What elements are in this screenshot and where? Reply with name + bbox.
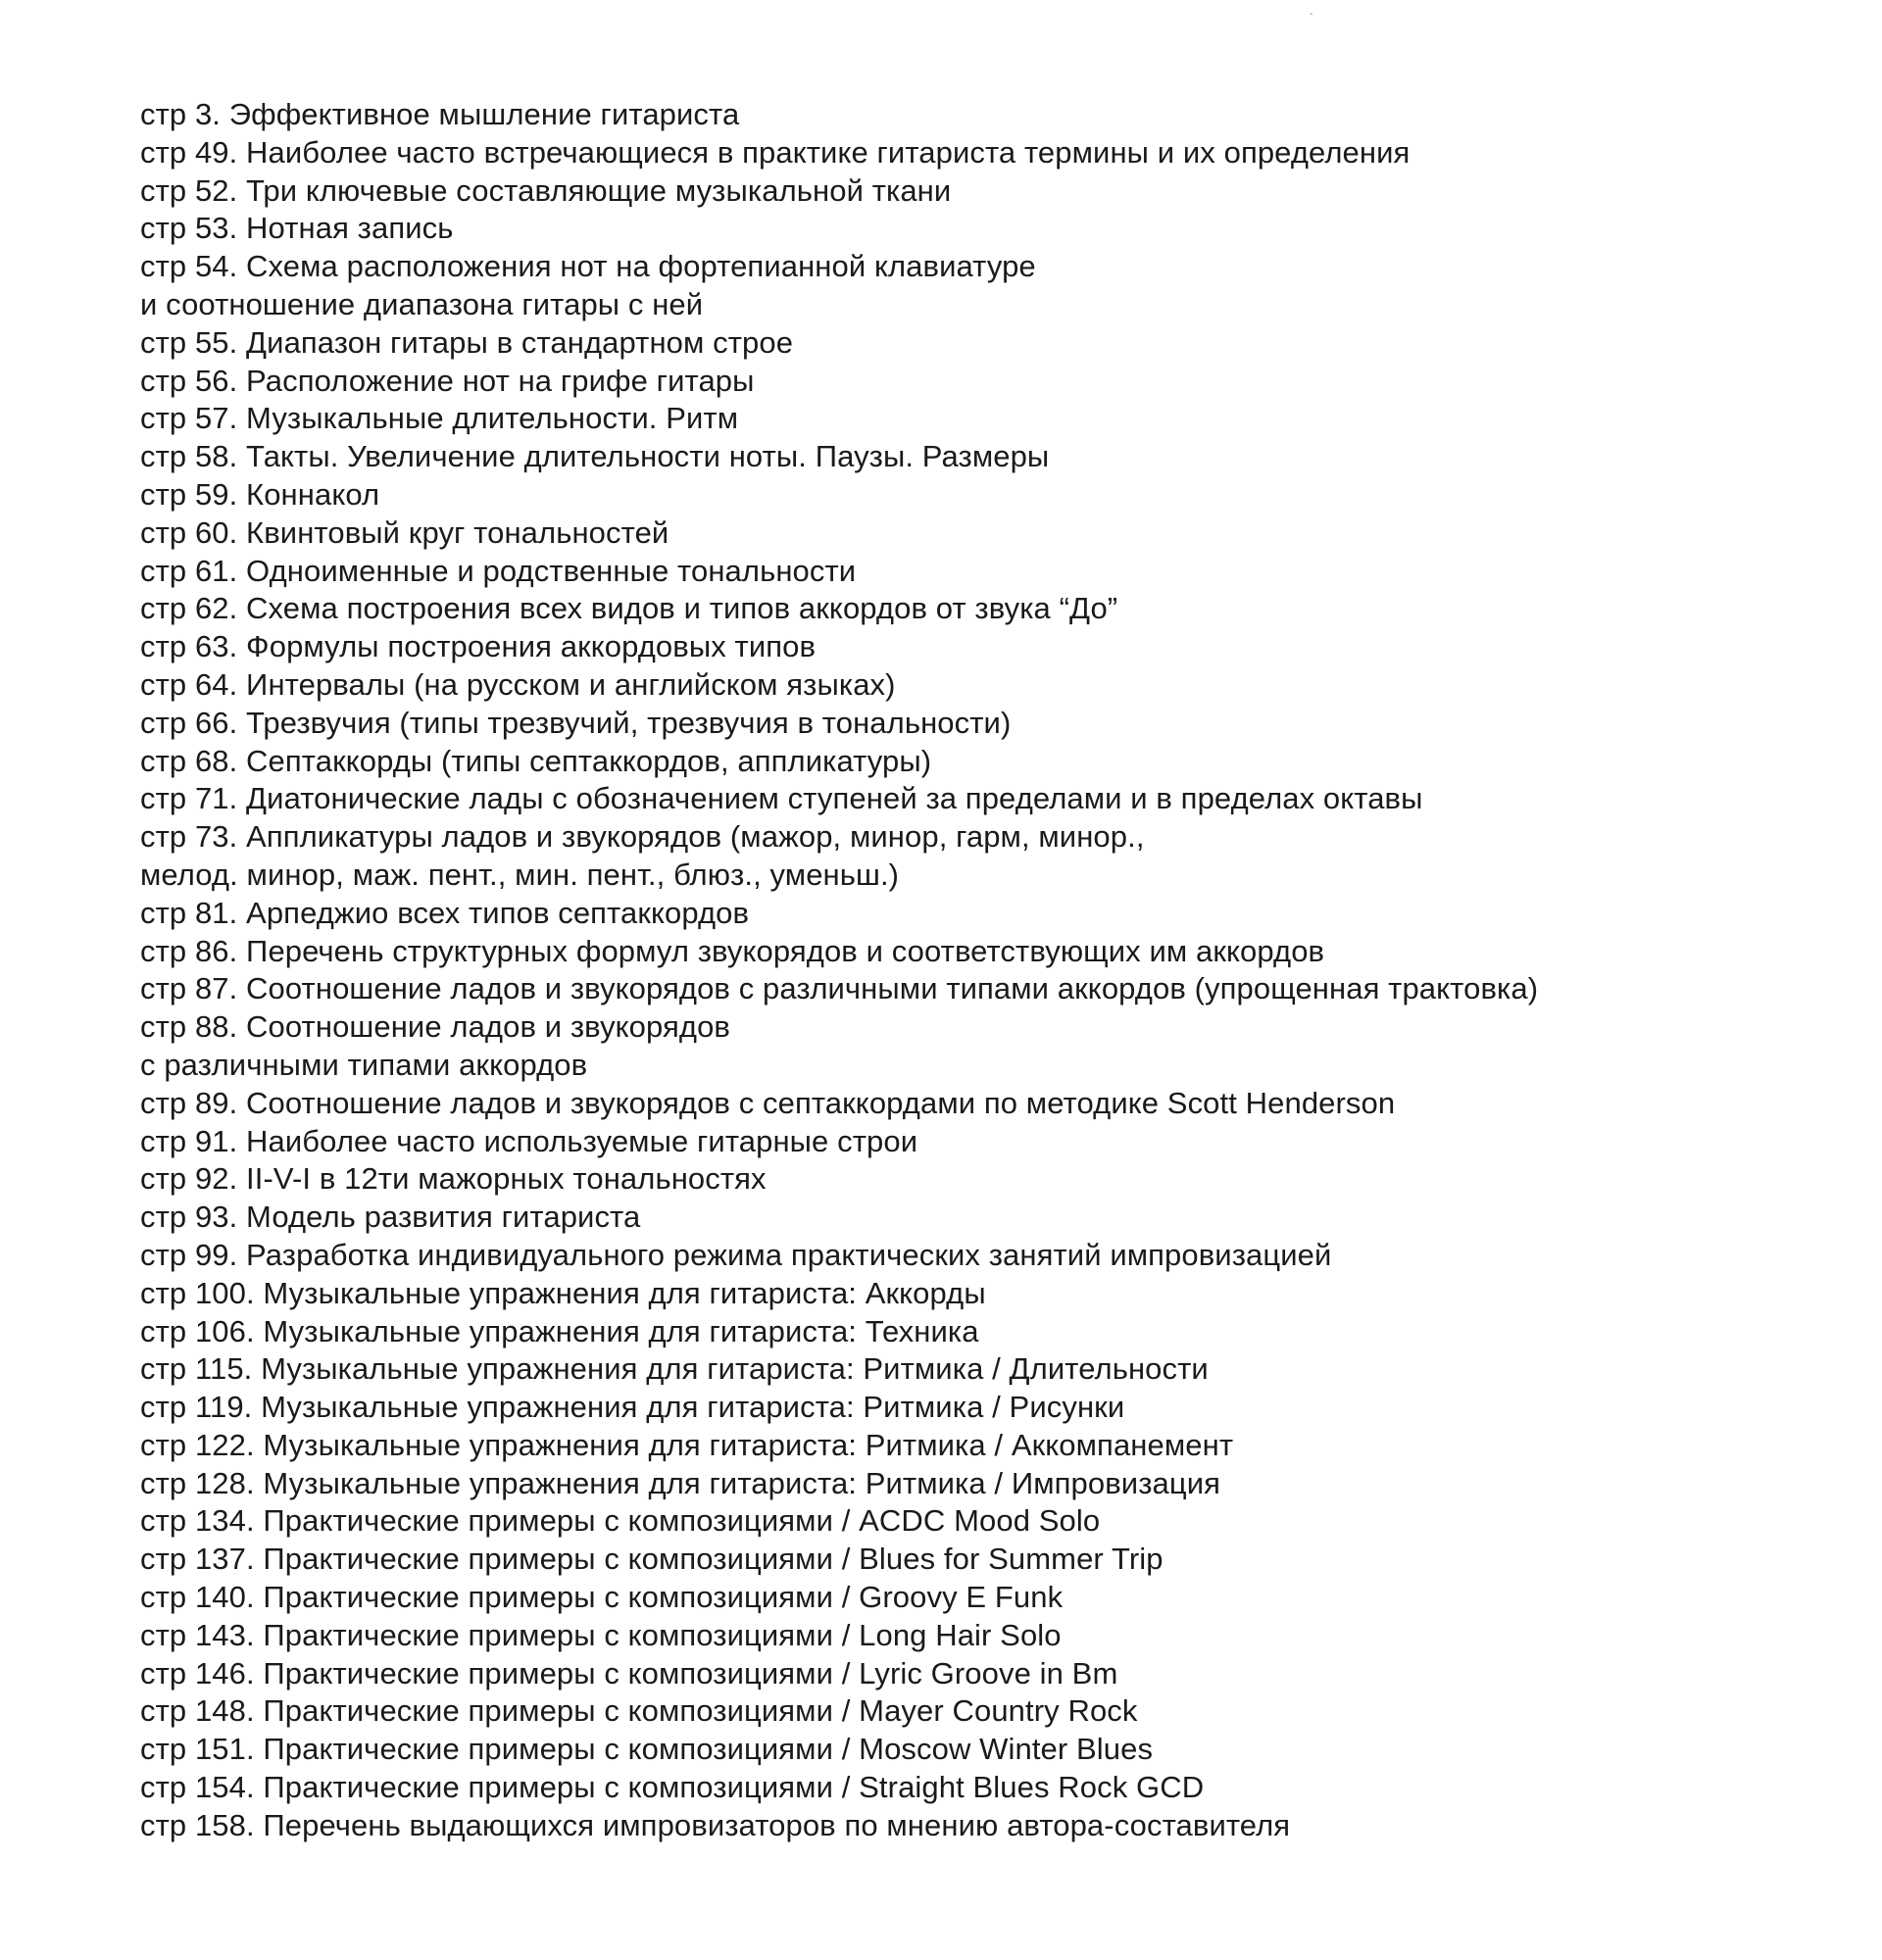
toc-entry: стр 58. Такты. Увеличение длительности ноты. Паузы. Размеры <box>140 439 1050 474</box>
stray-mark: - <box>1310 9 1313 20</box>
toc-entry: стр 122. Музыкальные упражнения для гитариста: Ритмика / Аккомпанемент <box>140 1427 1234 1462</box>
toc-entry: стр 140. Практические примеры с композициями / Groovy E Funk <box>140 1580 1064 1615</box>
toc-entry: стр 154. Практические примеры с композициями / Straight Blues Rock GCD <box>140 1770 1205 1805</box>
toc-entry: стр 87. Соотношение ладов и звукорядов с различными типами аккордов (упрощенная трактовка) <box>140 971 1539 1006</box>
toc-entry: стр 143. Практические примеры с композициями / Long Hair Solo <box>140 1617 1062 1652</box>
toc-entry: стр 92. II-V-I в 12ти мажорных тональностях <box>140 1161 767 1197</box>
toc-entry: стр 148. Практические примеры с композициями / Mayer Country Rock <box>140 1693 1138 1729</box>
toc-entry: стр 73. Аппликатуры ладов и звукорядов (мажор, минор, гарм, минор., <box>140 819 1145 855</box>
toc-entry: стр 91. Наиболее часто используемые гитарные строи <box>140 1123 918 1158</box>
toc-entry: стр 63. Формулы построения аккордовых типов <box>140 629 817 664</box>
toc-entry: стр 61. Одноименные и родственные тональности <box>140 553 857 588</box>
toc-entry-continuation: мелод. минор, маж. пент., мин. пент., блюз., уменьш.) <box>140 857 900 892</box>
table-of-contents <box>140 96 1846 1845</box>
toc-entry: стр 158. Перечень выдающихся импровизаторов по мнению автора-составителя <box>140 1807 1291 1842</box>
toc-entry: стр 62. Схема построения всех видов и типов аккордов от звука “До” <box>140 591 1118 626</box>
toc-entry: стр 115. Музыкальные упражнения для гитариста: Ритмика / Длительности <box>140 1351 1209 1387</box>
toc-entry: стр 71. Диатонические лады с обозначением ступеней за пределами и в пределах октавы <box>140 781 1423 816</box>
toc-entry: стр 151. Практические примеры с композициями / Moscow Winter Blues <box>140 1732 1154 1767</box>
toc-entry: стр 128. Музыкальные упражнения для гитариста: Ритмика / Импровизация <box>140 1465 1221 1500</box>
toc-entry: стр 64. Интервалы (на русском и английском языках) <box>140 666 896 702</box>
toc-entry: стр 146. Практические примеры с композициями / Lyric Groove in Bm <box>140 1655 1118 1690</box>
toc-entry: стр 68. Септаккорды (типы септаккордов, аппликатуры) <box>140 743 932 778</box>
toc-entry: стр 52. Три ключевые составляющие музыкальной ткани <box>140 172 952 208</box>
toc-entry: стр 119. Музыкальные упражнения для гитариста: Ритмика / Рисунки <box>140 1390 1125 1425</box>
toc-entry: стр 81. Арпеджио всех типов септаккордов <box>140 895 750 930</box>
toc-entry: стр 106. Музыкальные упражнения для гитариста: Техника <box>140 1313 979 1348</box>
toc-entry: стр 56. Расположение нот на грифе гитары <box>140 363 755 398</box>
toc-entry: стр 3. Эффективное мышление гитариста <box>140 97 740 131</box>
toc-entry: стр 99. Разработка индивидуального режима практических занятий импровизацией <box>140 1237 1332 1272</box>
toc-entry: стр 57. Музыкальные длительности. Ритм <box>140 401 739 436</box>
toc-entry-continuation: и соотношение диапазона гитары с ней <box>140 286 704 321</box>
toc-entry: стр 54. Схема расположения нот на фортепианной клавиатуре <box>140 249 1036 284</box>
toc-entry: стр 93. Модель развития гитариста <box>140 1200 641 1235</box>
toc-entry: стр 66. Трезвучия (типы трезвучий, трезвучия в тональности) <box>140 705 1012 740</box>
toc-entry: стр 100. Музыкальные упражнения для гитариста: Аккорды <box>140 1275 986 1310</box>
toc-entry: стр 89. Соотношение ладов и звукорядов с септаккордами по методике Scott Henderson <box>140 1085 1396 1120</box>
toc-entry: стр 49. Наиболее часто встречающиеся в практике гитариста термины и их определения <box>140 134 1411 170</box>
toc-entry: стр 59. Коннакол <box>140 476 380 512</box>
toc-entry: стр 53. Нотная запись <box>140 211 454 246</box>
toc-entry: стр 137. Практические примеры с композициями / Blues for Summer Trip <box>140 1542 1164 1577</box>
toc-entry-continuation: с различными типами аккордов <box>140 1047 588 1082</box>
toc-entry: стр 134. Практические примеры с композициями / ACDC Mood Solo <box>140 1503 1101 1539</box>
toc-entry: стр 86. Перечень структурных формул звукорядов и соответствующих им аккордов <box>140 933 1325 968</box>
toc-entry: стр 55. Диапазон гитары в стандартном строе <box>140 324 794 360</box>
toc-entry: стр 60. Квинтовый круг тональностей <box>140 514 669 550</box>
toc-entry: стр 88. Соотношение ладов и звукорядов <box>140 1009 731 1045</box>
